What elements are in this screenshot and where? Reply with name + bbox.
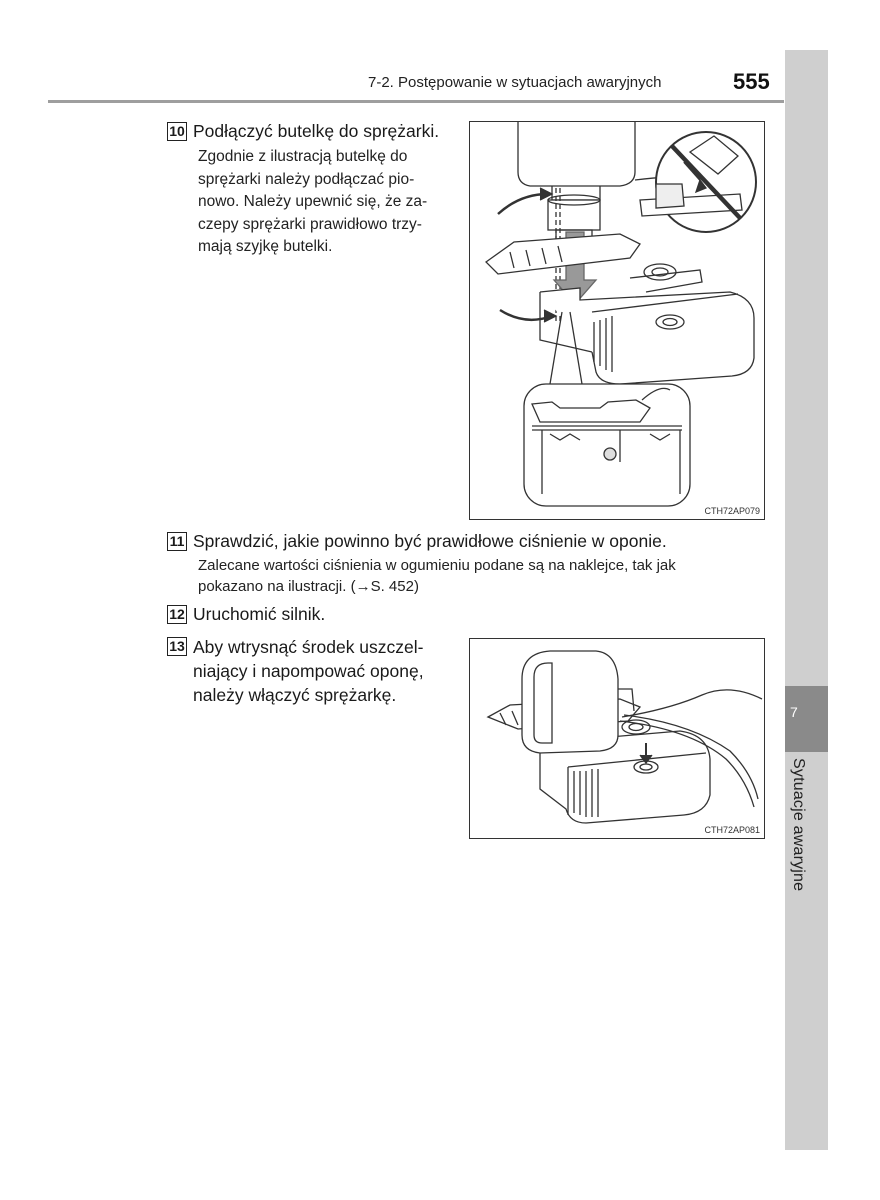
step-number: 11 (167, 532, 187, 551)
text-line: Aby wtrysnąć środek uszczel- (193, 637, 424, 657)
step-number: 13 (167, 637, 187, 656)
text-line: czepy sprężarki prawidłowo trzy- (198, 215, 422, 233)
header-divider (48, 100, 784, 103)
step-title: Podłączyć butelkę do sprężarki. (193, 121, 440, 141)
page-number: 555 (733, 69, 770, 94)
step-number: 12 (167, 605, 187, 624)
step-10 (167, 121, 457, 259)
text-line: Zgodnie z ilustracją butelkę do (198, 148, 408, 165)
text-line: nowo. Należy upewnić się, że za- (198, 193, 428, 210)
compressor-illustration (470, 639, 763, 837)
bottle-compressor-illustration (470, 122, 763, 518)
chapter-label: Sytuacje awaryjne (790, 758, 807, 892)
figure-code: CTH72AP081 (704, 825, 760, 835)
step-description (198, 555, 767, 597)
step-11 (167, 531, 767, 597)
section-title: 7-2. Postępowanie w sytuacjach awaryjnych (368, 74, 662, 91)
text-line: należy włączyć sprężarkę. (193, 685, 397, 705)
chapter-number: 7 (790, 704, 798, 720)
text-line: pokazano na ilustracji. (→S. 452) (198, 578, 419, 595)
step-number: 10 (167, 122, 187, 141)
text-line: niający i napompować oponę, (193, 661, 424, 681)
chapter-side-tab (785, 50, 828, 1150)
text-line: sprężarki należy podłączać pio- (198, 170, 415, 188)
step-13 (167, 637, 467, 707)
figure-bottle-connection (469, 121, 765, 520)
text-line: mają szyjkę butelki. (198, 238, 333, 255)
text-line: Zalecane wartości ciśnienia w ogumieniu podane są na naklejce, tak jak (198, 557, 676, 574)
step-title: Uruchomić silnik. (193, 604, 326, 624)
step-title (193, 635, 424, 707)
step-description (198, 146, 457, 259)
step-title: Sprawdzić, jakie powinno być prawidłowe ciśnienie w oponie. (193, 531, 667, 551)
figure-code: CTH72AP079 (704, 506, 760, 516)
figure-compressor-on (469, 638, 765, 839)
step-12 (167, 604, 325, 625)
